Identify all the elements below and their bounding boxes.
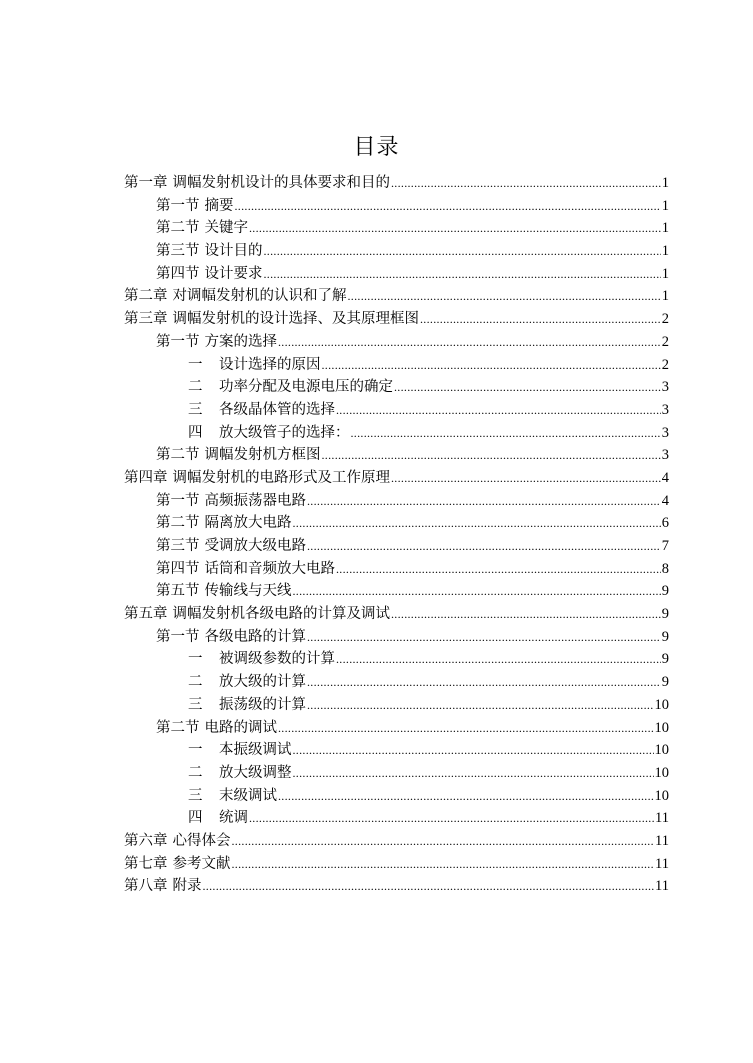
toc-entry-label [188, 376, 393, 399]
toc-entry[interactable] [124, 444, 669, 467]
dot-leader [232, 853, 655, 876]
toc-entry-label [156, 580, 292, 603]
toc-entry-label [188, 785, 277, 808]
toc-entry-title: 对调幅发射机的认识和了解 [172, 288, 347, 305]
toc-entry-number: 一 [188, 651, 203, 668]
toc-entry-page-number: 3 [661, 424, 669, 441]
toc-entry[interactable] [124, 467, 669, 490]
toc-entry-number: 三 [188, 401, 203, 418]
toc-entry-title: 振荡级的计算 [219, 696, 306, 713]
toc-entry-title: 附录 [172, 878, 202, 895]
dot-leader [307, 626, 661, 649]
toc-entry-page-number: 2 [661, 356, 669, 373]
toc-entry-page-number: 9 [661, 583, 669, 600]
toc-entry-title: 隔离放大电路 [204, 515, 292, 532]
toc-entry-title: 末级调试 [219, 787, 277, 804]
toc-entry-page-number: 9 [661, 651, 669, 668]
toc-entry-number: 四 [188, 424, 203, 441]
toc-entry-label [124, 830, 231, 853]
dot-leader [391, 467, 661, 490]
toc-entry-title: 话筒和音频放大电路 [204, 560, 335, 577]
toc-entry-page-number: 1 [661, 243, 669, 260]
toc-entry[interactable] [124, 739, 669, 762]
toc-entry-page-number: 7 [661, 538, 669, 554]
toc-entry-title: 设计选择的原因 [219, 356, 321, 373]
dot-leader [278, 785, 654, 808]
toc-entry[interactable] [124, 217, 669, 240]
toc-entry-page-number: 9 [661, 606, 669, 623]
toc-entry-page-number: 8 [661, 560, 669, 577]
toc-entry-number: 第一节 [156, 628, 200, 645]
toc-entry-number: 第七章 [124, 855, 168, 872]
toc-entry-title: 设计目的 [204, 243, 263, 260]
toc-entry[interactable] [124, 422, 669, 445]
toc-entry-label [124, 172, 390, 195]
toc-entry-label [124, 285, 347, 308]
toc-entry-title: 方案的选择 [204, 333, 277, 350]
toc-entry[interactable] [124, 512, 669, 535]
toc-entry-number: 第四章 [124, 469, 168, 486]
toc-entry-title: 放大级调整 [219, 764, 292, 781]
toc-entry[interactable] [124, 694, 669, 717]
toc-entry-label [188, 762, 292, 785]
toc-entry[interactable] [124, 648, 669, 671]
toc-entry[interactable] [124, 399, 669, 422]
dot-leader [278, 717, 654, 740]
dot-leader [235, 195, 661, 218]
toc-entry-label [124, 603, 390, 626]
toc-entry-label [156, 240, 263, 263]
toc-entry-number: 二 [188, 764, 203, 781]
dot-leader [351, 422, 661, 445]
toc-entry-number: 一 [188, 356, 203, 373]
toc-entry[interactable] [124, 490, 669, 513]
toc-entry-title: 参考文献 [172, 855, 231, 872]
toc-entry-number: 第一节 [156, 197, 200, 214]
toc-entry[interactable] [124, 285, 669, 308]
toc-entry-label [124, 467, 390, 490]
dot-leader [394, 376, 661, 399]
toc-entry-title: 高频振荡器电路 [204, 492, 306, 509]
toc-entry-number: 第二节 [156, 515, 200, 532]
toc-entry-number: 一 [188, 742, 203, 759]
dot-leader [293, 739, 654, 762]
toc-entry-label [156, 490, 306, 513]
toc-entry-title: 各级电路的计算 [204, 628, 306, 645]
toc-entry-number: 第三节 [156, 243, 200, 260]
toc-entry-title: 功率分配及电源电压的确定 [219, 379, 393, 396]
toc-entry-page-number: 1 [661, 288, 669, 305]
dot-leader [336, 399, 661, 422]
toc-entry-title: 设计要求 [204, 265, 263, 282]
toc-entry-label [156, 512, 292, 535]
toc-entry-page-number: 1 [661, 175, 669, 191]
toc-entry[interactable] [124, 172, 669, 195]
toc-entry[interactable] [124, 603, 669, 626]
toc-entry-page-number: 3 [661, 447, 669, 464]
toc-entry-title: 各级晶体管的选择 [219, 401, 335, 418]
toc-entry-label [156, 331, 277, 354]
toc-entry[interactable] [124, 875, 669, 898]
dot-leader [203, 875, 655, 898]
toc-entry-label [188, 648, 335, 671]
toc-entry-page-number: 11 [655, 832, 669, 849]
toc-entry-title: 本振级调试 [219, 742, 292, 759]
toc-entry-number: 四 [188, 810, 203, 827]
toc-entry-page-number: 11 [655, 878, 669, 895]
toc-entry-number: 三 [188, 696, 203, 713]
dot-leader [293, 762, 654, 785]
toc-entry[interactable] [124, 762, 669, 785]
dot-leader [249, 217, 661, 240]
toc-entry-number: 第一章 [124, 175, 168, 191]
toc-entry-title: 电路的调试 [204, 719, 277, 736]
toc-entry[interactable] [124, 580, 669, 603]
toc-entry-page-number: 10 [654, 742, 669, 759]
toc-entry[interactable] [124, 331, 669, 354]
toc-entry-title: 心得体会 [172, 832, 231, 849]
toc-entry-page-number: 4 [661, 492, 669, 509]
toc-entry-number: 第八章 [124, 878, 168, 895]
toc-entry-label [188, 694, 306, 717]
toc-entry-label [124, 308, 419, 331]
dot-leader [420, 308, 661, 331]
toc-entry-label [156, 626, 306, 649]
toc-entry-title: 被调级参数的计算 [219, 651, 335, 668]
toc-entry-title: 受调放大级电路 [204, 538, 306, 554]
toc-entry-label [124, 853, 231, 876]
toc-entry-label [156, 217, 248, 240]
toc-entry-page-number: 11 [655, 810, 669, 827]
toc-entry-title: 调幅发射机各级电路的计算及调试 [172, 606, 390, 623]
toc-entry-page-number: 9 [661, 674, 669, 691]
toc-entry-page-number: 2 [661, 311, 669, 328]
dot-leader [322, 444, 661, 467]
toc-entry[interactable] [124, 240, 669, 263]
toc-entry-number: 第三章 [124, 311, 168, 328]
toc-entry-page-number: 1 [661, 197, 669, 214]
table-of-contents [124, 172, 669, 898]
toc-entry-page-number: 9 [661, 628, 669, 645]
toc-entry-title: 统调 [219, 810, 248, 827]
toc-entry-label [188, 739, 292, 762]
toc-entry-number: 二 [188, 674, 203, 691]
toc-entry-page-number: 4 [661, 469, 669, 486]
toc-entry-number: 第一节 [156, 492, 200, 509]
dot-leader [307, 671, 661, 694]
toc-entry-page-number: 11 [655, 855, 669, 872]
dot-leader [336, 558, 661, 581]
toc-entry-label [156, 444, 321, 467]
toc-entry[interactable] [124, 853, 669, 876]
toc-entry-number: 第四节 [156, 560, 200, 577]
toc-entry[interactable] [124, 376, 669, 399]
toc-entry[interactable] [124, 354, 669, 377]
toc-entry-label [156, 558, 335, 581]
toc-entry[interactable] [124, 671, 669, 694]
toc-entry-label [124, 875, 202, 898]
toc-entry-page-number: 2 [661, 333, 669, 350]
dot-leader [322, 354, 661, 377]
toc-entry-number: 第六章 [124, 832, 168, 849]
dot-leader [307, 490, 661, 513]
toc-entry-page-number: 1 [661, 265, 669, 282]
toc-entry-number: 第四节 [156, 265, 200, 282]
toc-entry-label [156, 535, 306, 558]
dot-leader [293, 512, 661, 535]
dot-leader [264, 263, 661, 286]
toc-entry-label [188, 807, 248, 830]
dot-leader [336, 648, 661, 671]
toc-entry-number: 第一节 [156, 333, 200, 350]
toc-entry-number: 第五章 [124, 606, 168, 623]
toc-entry-number: 三 [188, 787, 203, 804]
dot-leader [249, 807, 654, 830]
toc-entry-label [156, 195, 234, 218]
toc-entry-page-number: 10 [654, 787, 669, 804]
dot-leader [391, 603, 661, 626]
toc-entry-label [156, 717, 277, 740]
dot-leader [293, 580, 661, 603]
dot-leader [232, 830, 655, 853]
toc-entry-page-number: 10 [654, 696, 669, 713]
toc-entry-number: 第二节 [156, 719, 200, 736]
toc-entry-label [188, 671, 306, 694]
dot-leader [348, 285, 661, 308]
toc-entry-title: 关键字 [204, 220, 248, 237]
toc-entry-label [188, 422, 350, 445]
toc-entry-title: 调幅发射机的电路形式及工作原理 [172, 469, 390, 486]
toc-entry-label [188, 399, 335, 422]
toc-entry-page-number: 3 [661, 401, 669, 418]
toc-entry-title: 放大级管子的选择： [219, 424, 350, 441]
toc-entry-title: 调幅发射机的设计选择、及其原理框图 [172, 311, 419, 328]
toc-entry-page-number: 10 [654, 719, 669, 736]
toc-entry-label [156, 263, 263, 286]
toc-entry-page-number: 3 [661, 379, 669, 396]
toc-entry-title: 摘要 [204, 197, 234, 214]
page-title: 目录 [353, 135, 400, 160]
toc-entry[interactable] [124, 626, 669, 649]
dot-leader [307, 535, 661, 558]
dot-leader [307, 694, 654, 717]
toc-entry-number: 第二节 [156, 220, 200, 237]
toc-entry-title: 调幅发射机设计的具体要求和目的 [172, 175, 390, 191]
toc-entry[interactable] [124, 785, 669, 808]
toc-entry-title: 调幅发射机方框图 [204, 447, 321, 464]
toc-entry-number: 第三节 [156, 538, 200, 554]
toc-entry-number: 第二节 [156, 447, 200, 464]
toc-entry[interactable] [124, 308, 669, 331]
toc-entry[interactable] [124, 535, 669, 558]
toc-entry-number: 第二章 [124, 288, 168, 305]
toc-entry-page-number: 6 [661, 515, 669, 532]
dot-leader [264, 240, 661, 263]
toc-entry-number: 二 [188, 379, 203, 396]
dot-leader [391, 172, 661, 195]
toc-entry-page-number: 1 [661, 220, 669, 237]
dot-leader [278, 331, 661, 354]
toc-entry[interactable] [124, 558, 669, 581]
toc-entry[interactable] [124, 807, 669, 830]
toc-entry-title: 放大级的计算 [219, 674, 306, 691]
toc-entry[interactable] [124, 263, 669, 286]
toc-entry-label [188, 354, 321, 377]
toc-entry[interactable] [124, 717, 669, 740]
toc-entry-page-number: 10 [654, 764, 669, 781]
toc-entry[interactable] [124, 195, 669, 218]
toc-entry[interactable] [124, 830, 669, 853]
toc-entry-number: 第五节 [156, 583, 200, 600]
toc-entry-title: 传输线与天线 [204, 583, 292, 600]
